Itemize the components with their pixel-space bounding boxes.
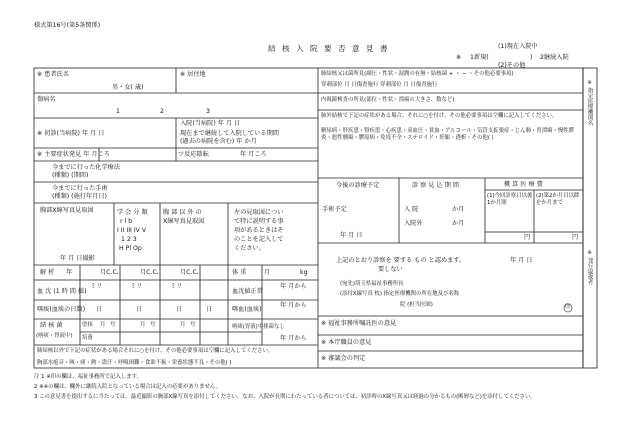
cost-first-month: (1)今回診察日以後1か月間: [487, 193, 533, 206]
admission-label: 入 院: [404, 206, 419, 213]
statement-not-required[interactable]: 要しない: [378, 266, 403, 273]
tuberculin-date[interactable]: 年 月ころ: [240, 151, 267, 158]
other-xray-2: X線写真見取図: [163, 218, 205, 225]
status-new[interactable]: 1新規(: [470, 54, 489, 61]
sputum-day-1[interactable]: 日: [96, 306, 103, 313]
status-other[interactable]: (2)その他: [498, 62, 526, 69]
page-title: 結 核 入 院 要 否 意 見 書: [268, 44, 390, 53]
left-note-1: 左の見取図につい: [234, 209, 284, 216]
status-close: ): [530, 54, 533, 61]
analysis-cc-2: 月C.C.: [140, 269, 159, 276]
surgery-plan-date[interactable]: 年 月 日: [340, 232, 363, 239]
bottom-note-1: 肺結核以外で下記の症状がある場合それに○を付け、その他必要事項は空欄に記入してください。: [37, 348, 274, 354]
blood-mm-2: ミリ: [130, 283, 143, 290]
smear-num-2[interactable]: 号: [150, 322, 156, 328]
note-1: 注 1 ※印の欄は、福祉事務所で記入します。: [34, 374, 142, 380]
classification-label: 学 会 分 類: [117, 209, 148, 216]
bacteria-label: 結 核 菌: [40, 322, 63, 329]
blood-normal: 血沈値正常: [232, 288, 263, 295]
sputum-day-2[interactable]: 日: [136, 306, 143, 313]
smear-month-3[interactable]: 月: [180, 322, 186, 328]
recipient-line: (宛先)埼玉県福祉事務所長: [340, 281, 404, 287]
doctor-line[interactable]: 院 (担当医師): [400, 302, 433, 308]
classification-rlb[interactable]: r l b: [120, 218, 133, 225]
classification-roman[interactable]: I II III IV V: [117, 227, 147, 234]
left-note-2: て特に説明する事: [234, 218, 284, 225]
status-current: (1)現在入院中: [498, 43, 538, 50]
side-label-issuer: ※ 発行取扱者: [586, 250, 593, 285]
tuberculin-label: ツ反応陰転: [178, 151, 209, 158]
disease-num-2: 2: [160, 108, 164, 115]
smear-month-1[interactable]: 月: [100, 322, 106, 328]
seal-mark: 印: [565, 304, 571, 310]
blood-mm-1: ミリ: [90, 283, 103, 290]
first-diagnosis[interactable]: ※ 初診(当病院) 年 月 日: [37, 130, 105, 137]
admission-date[interactable]: 入院(当病院) 年 月 日: [180, 120, 241, 127]
status-ast: ※: [456, 54, 462, 61]
smear-num-1[interactable]: 号: [110, 322, 116, 328]
form-number: 様式第16号(第5条関係): [34, 22, 101, 29]
blood-from[interactable]: 年 月から: [280, 283, 307, 290]
analysis-year: 年: [66, 269, 73, 276]
sputum-label: 喀痰(血痰の日数): [37, 306, 86, 313]
sex-age-label[interactable]: 男・女( 歳): [112, 84, 144, 91]
outpatient-months[interactable]: か月: [452, 220, 465, 227]
surgery-plan-label: 手術予定: [322, 206, 347, 213]
side-label-institution: ※ 指定医療機関名: [586, 80, 593, 126]
cost-later-months: (2)第2か月目以降をか月まで: [536, 193, 580, 206]
diagnosis-plan-label: 今後の診療予定: [336, 182, 380, 189]
smear-label: 塗抹: [82, 322, 93, 328]
analysis-label: 解 析: [40, 269, 55, 276]
patient-name-label: ※ 患者氏名: [37, 71, 69, 78]
staff-opinion: ※ 本庁職員の意見: [321, 339, 372, 346]
general-cost-label: 概 算 医 療 費: [504, 181, 543, 188]
admission-months[interactable]: か月: [452, 206, 465, 213]
sputum-from[interactable]: 年 月から: [280, 302, 307, 309]
classification-h[interactable]: H Pl Op: [119, 245, 142, 252]
other-xray-1: 胸 部 以 外 の: [163, 209, 202, 216]
cost-yen-1[interactable]: 円: [524, 234, 531, 241]
classification-num[interactable]: 1 2 3: [121, 236, 137, 243]
complications-list[interactable]: 糖尿病・肝疾患・腎疾患・心疾患・高血圧・貧血・アルコール・気管支拡張症・じん肺・胃潰瘍・慢性膵炎・悪性腫瘍・膠原病・免疫不全・ステロイド・妊娠・透析・その他( ): [321, 128, 575, 141]
sputum-day-4[interactable]: 日: [206, 306, 213, 313]
blood-mm-3: ミリ: [170, 283, 183, 290]
xray-title: 胸部X線写真見取図: [40, 207, 94, 214]
outpatient-label: 入院外: [404, 220, 423, 227]
sputum-blood: 喀血(血痰): [232, 306, 262, 313]
negative-from[interactable]: 年 月から: [280, 335, 307, 342]
analysis-cc-1: 月C.C.: [100, 269, 119, 276]
welfare-opinion: ※ 福祉事務所嘱託医の意見: [321, 320, 397, 327]
bacteria-source: (喀痰・胃液中): [36, 333, 73, 339]
surgery-fields[interactable]: (種類) (施行年月日): [52, 193, 107, 200]
left-note-4: のことを記入して: [234, 236, 284, 243]
main-symptom[interactable]: ※ 主要症状発見 年 月ころ: [37, 151, 110, 158]
continuous-period-2[interactable]: (過去の病院を含む) 年 か月: [180, 138, 257, 145]
note-2: 2 ※※の欄は、欄外に継続入院となっている場合は記入の必要がありません。: [34, 384, 222, 390]
complication-dates[interactable]: 穿刺部位 月 日傷査施行 穿刺部位 月 日傷査施行: [321, 82, 438, 88]
complication-findings: 肺結核又は菌所見(副圧・性状・湿潤の有無・結核菌 + ・ − ・その他必要事項): [321, 71, 514, 77]
statement-date[interactable]: 年 月 日: [510, 257, 533, 264]
sputum-day-3[interactable]: 日: [176, 306, 183, 313]
chemo-fields[interactable]: (種類) (期間): [52, 172, 89, 179]
smear-month-2[interactable]: 月: [140, 322, 146, 328]
cost-yen-2[interactable]: 円: [572, 234, 579, 241]
analysis-cc-3: 月C.C.: [180, 269, 199, 276]
smear-num-3[interactable]: 号: [190, 322, 196, 328]
culture-label: 培養: [82, 335, 93, 341]
weight-month: 月: [264, 269, 271, 276]
chemo-label: 今までに行った化学療法: [52, 164, 121, 171]
blood-sed-label: 血 沈 (1 時 間 値): [37, 288, 87, 295]
bottom-note-2[interactable]: 胸部水疱音・咳・痰・熱・盗汗・呼吸困難・食欲不振・栄養状態不良・その他( ): [37, 360, 232, 366]
diagnosis-period-label: 診 察 見 込 期 間: [412, 182, 459, 189]
negative-label: 喀痰(胃液)中排菌なし: [232, 324, 285, 330]
attachment-line[interactable]: (添付X線写真 枚) 指定医療機関の所在地及び名称: [340, 291, 460, 297]
left-note-5: ください。: [234, 245, 265, 252]
note-3: 3 この意見書を提出するに当たっては、最近撮影の胸部X線写真を添付してください。なお、入院が長期にわたっている者については、初診時のX線写真又は経過の分かるもの(断層など)を添付してください。: [34, 394, 536, 400]
endoscopy-findings: 内視鏡検査の所見(部位・性状・潰瘍の大きさ、数など): [321, 97, 455, 103]
continuous-period-1: 現在まで継続して入院している期間: [180, 130, 279, 137]
xray-date[interactable]: 年 月 日撮影: [60, 255, 95, 262]
council-judgment: ※ 審議会の判定: [321, 355, 366, 362]
disease-num-1: 1: [116, 108, 120, 115]
disease-name-label: 傷病名: [37, 96, 56, 103]
surgery-label: 今までに行った手術: [52, 185, 108, 192]
weight-label: 体 重: [232, 269, 247, 276]
address-label: ※ 居住地: [180, 71, 206, 78]
statement-line: 上記のとおり診察を 要する もの と認めます。: [336, 257, 466, 264]
weight-kg: kg: [300, 269, 308, 276]
complications-note: 肺外結核で下記の症状がある場合、それに○を付け、その他必要事項は空欄に記入してください。: [321, 113, 558, 119]
disease-num-3: 3: [206, 108, 210, 115]
left-note-3: 項があるときはそ: [234, 227, 284, 234]
status-continue[interactable]: 2継続入院: [540, 54, 569, 61]
